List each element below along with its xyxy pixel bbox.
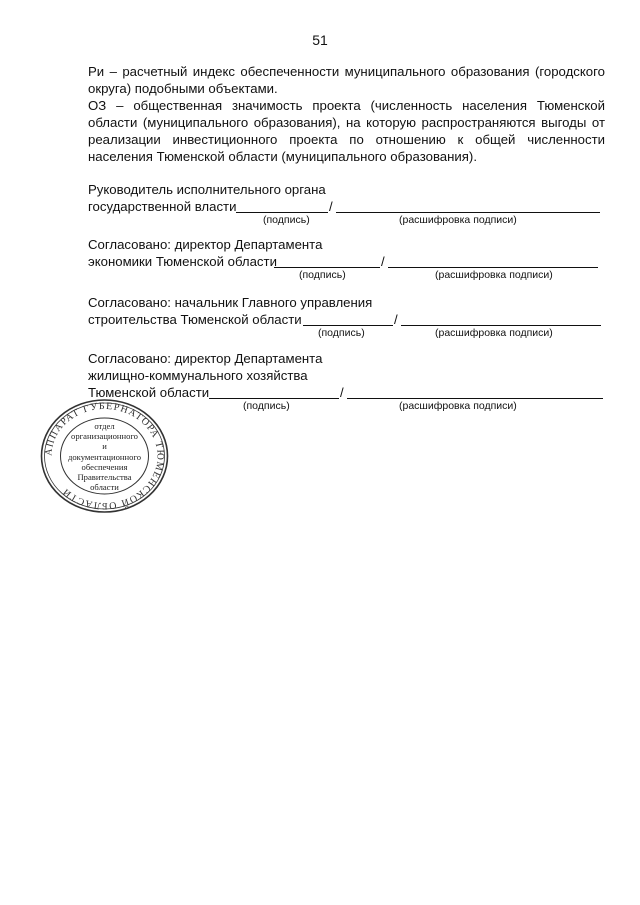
signature-separator-slash: / xyxy=(381,254,385,269)
signature-underline xyxy=(209,398,339,399)
signature-caption-row xyxy=(88,215,608,228)
signature-underline xyxy=(236,212,328,213)
name-underline xyxy=(401,325,601,326)
name-caption: (расшифровка подписи) xyxy=(435,327,553,339)
signature-title-text: жилищно-коммунального хозяйства xyxy=(88,368,308,383)
paragraph-ri-definition: Ри – расчетный индекс обеспеченности муниципального образования (городского округа) подобными объектами. xyxy=(88,64,605,96)
signature-entry-line xyxy=(88,311,608,328)
signature-title-line xyxy=(88,350,608,367)
stamp-inner-line: организационного xyxy=(71,431,138,442)
stamp-inner-line: документационного xyxy=(67,451,142,462)
signature-title-text: Согласовано: начальник Главного управления xyxy=(88,295,373,310)
name-caption: (расшифровка подписи) xyxy=(435,269,553,281)
signature-title-text: Согласовано: директор Департамента xyxy=(88,237,323,252)
signature-title-line xyxy=(88,294,608,311)
official-stamp xyxy=(39,398,170,514)
signature-title-text: Тюменской области xyxy=(88,385,210,400)
signature-block-economy-department xyxy=(88,236,608,283)
signature-block-head-executive xyxy=(88,181,608,228)
signature-caption: (подпись) xyxy=(299,269,346,281)
signature-entry-line xyxy=(88,198,608,215)
name-underline xyxy=(388,267,598,268)
name-caption: (расшифровка подписи) xyxy=(399,214,517,226)
stamp-ring-text: АППАРАТ ГУБЕРНАТОРА ТЮМЕНСКОЙ ОБЛАСТИ xyxy=(43,400,166,512)
stamp-inner-line: отдел xyxy=(94,421,115,431)
signature-entry-line xyxy=(88,253,608,270)
signature-caption: (подпись) xyxy=(263,214,310,226)
signature-caption: (подпись) xyxy=(243,400,290,412)
signature-title-text: государственной власти xyxy=(88,199,237,214)
signature-separator-slash: / xyxy=(340,385,344,400)
name-underline xyxy=(347,398,603,399)
signature-underline xyxy=(274,267,380,268)
signature-title-line xyxy=(88,181,608,198)
signature-block-construction-department xyxy=(88,294,608,341)
paragraph-oz-definition: ОЗ – общественная значимость проекта (численность населения Тюменской области (муниципального образования), на которую распространяются выгоды от реализации инвестиционного проекта по отношению к общей численности населения Тюменской области (муниципального образования). xyxy=(88,98,605,164)
signature-title-line xyxy=(88,367,608,384)
signature-caption-row xyxy=(88,270,608,283)
signature-underline xyxy=(303,325,393,326)
signature-title-text: Согласовано: директор Департамента xyxy=(88,351,323,366)
stamp-inner-text xyxy=(67,421,142,492)
signature-caption-row xyxy=(88,328,608,341)
signature-separator-slash: / xyxy=(329,199,333,214)
name-caption: (расшифровка подписи) xyxy=(399,400,517,412)
page-number: 51 xyxy=(312,32,328,48)
signature-title-text: Руководитель исполнительного органа xyxy=(88,182,326,197)
signature-separator-slash: / xyxy=(394,312,398,327)
signature-title-text: экономики Тюменской области xyxy=(88,254,277,269)
stamp-inner-line: обеспечения xyxy=(81,461,128,472)
stamp-inner-line: области xyxy=(90,482,119,493)
signature-title-text: строительства Тюменской области xyxy=(88,312,302,327)
stamp-inner-line: и xyxy=(102,441,107,452)
signature-caption: (подпись) xyxy=(318,327,365,339)
name-underline xyxy=(336,212,600,213)
stamp-inner-line: Правительства xyxy=(77,472,132,483)
signature-title-line xyxy=(88,236,608,253)
